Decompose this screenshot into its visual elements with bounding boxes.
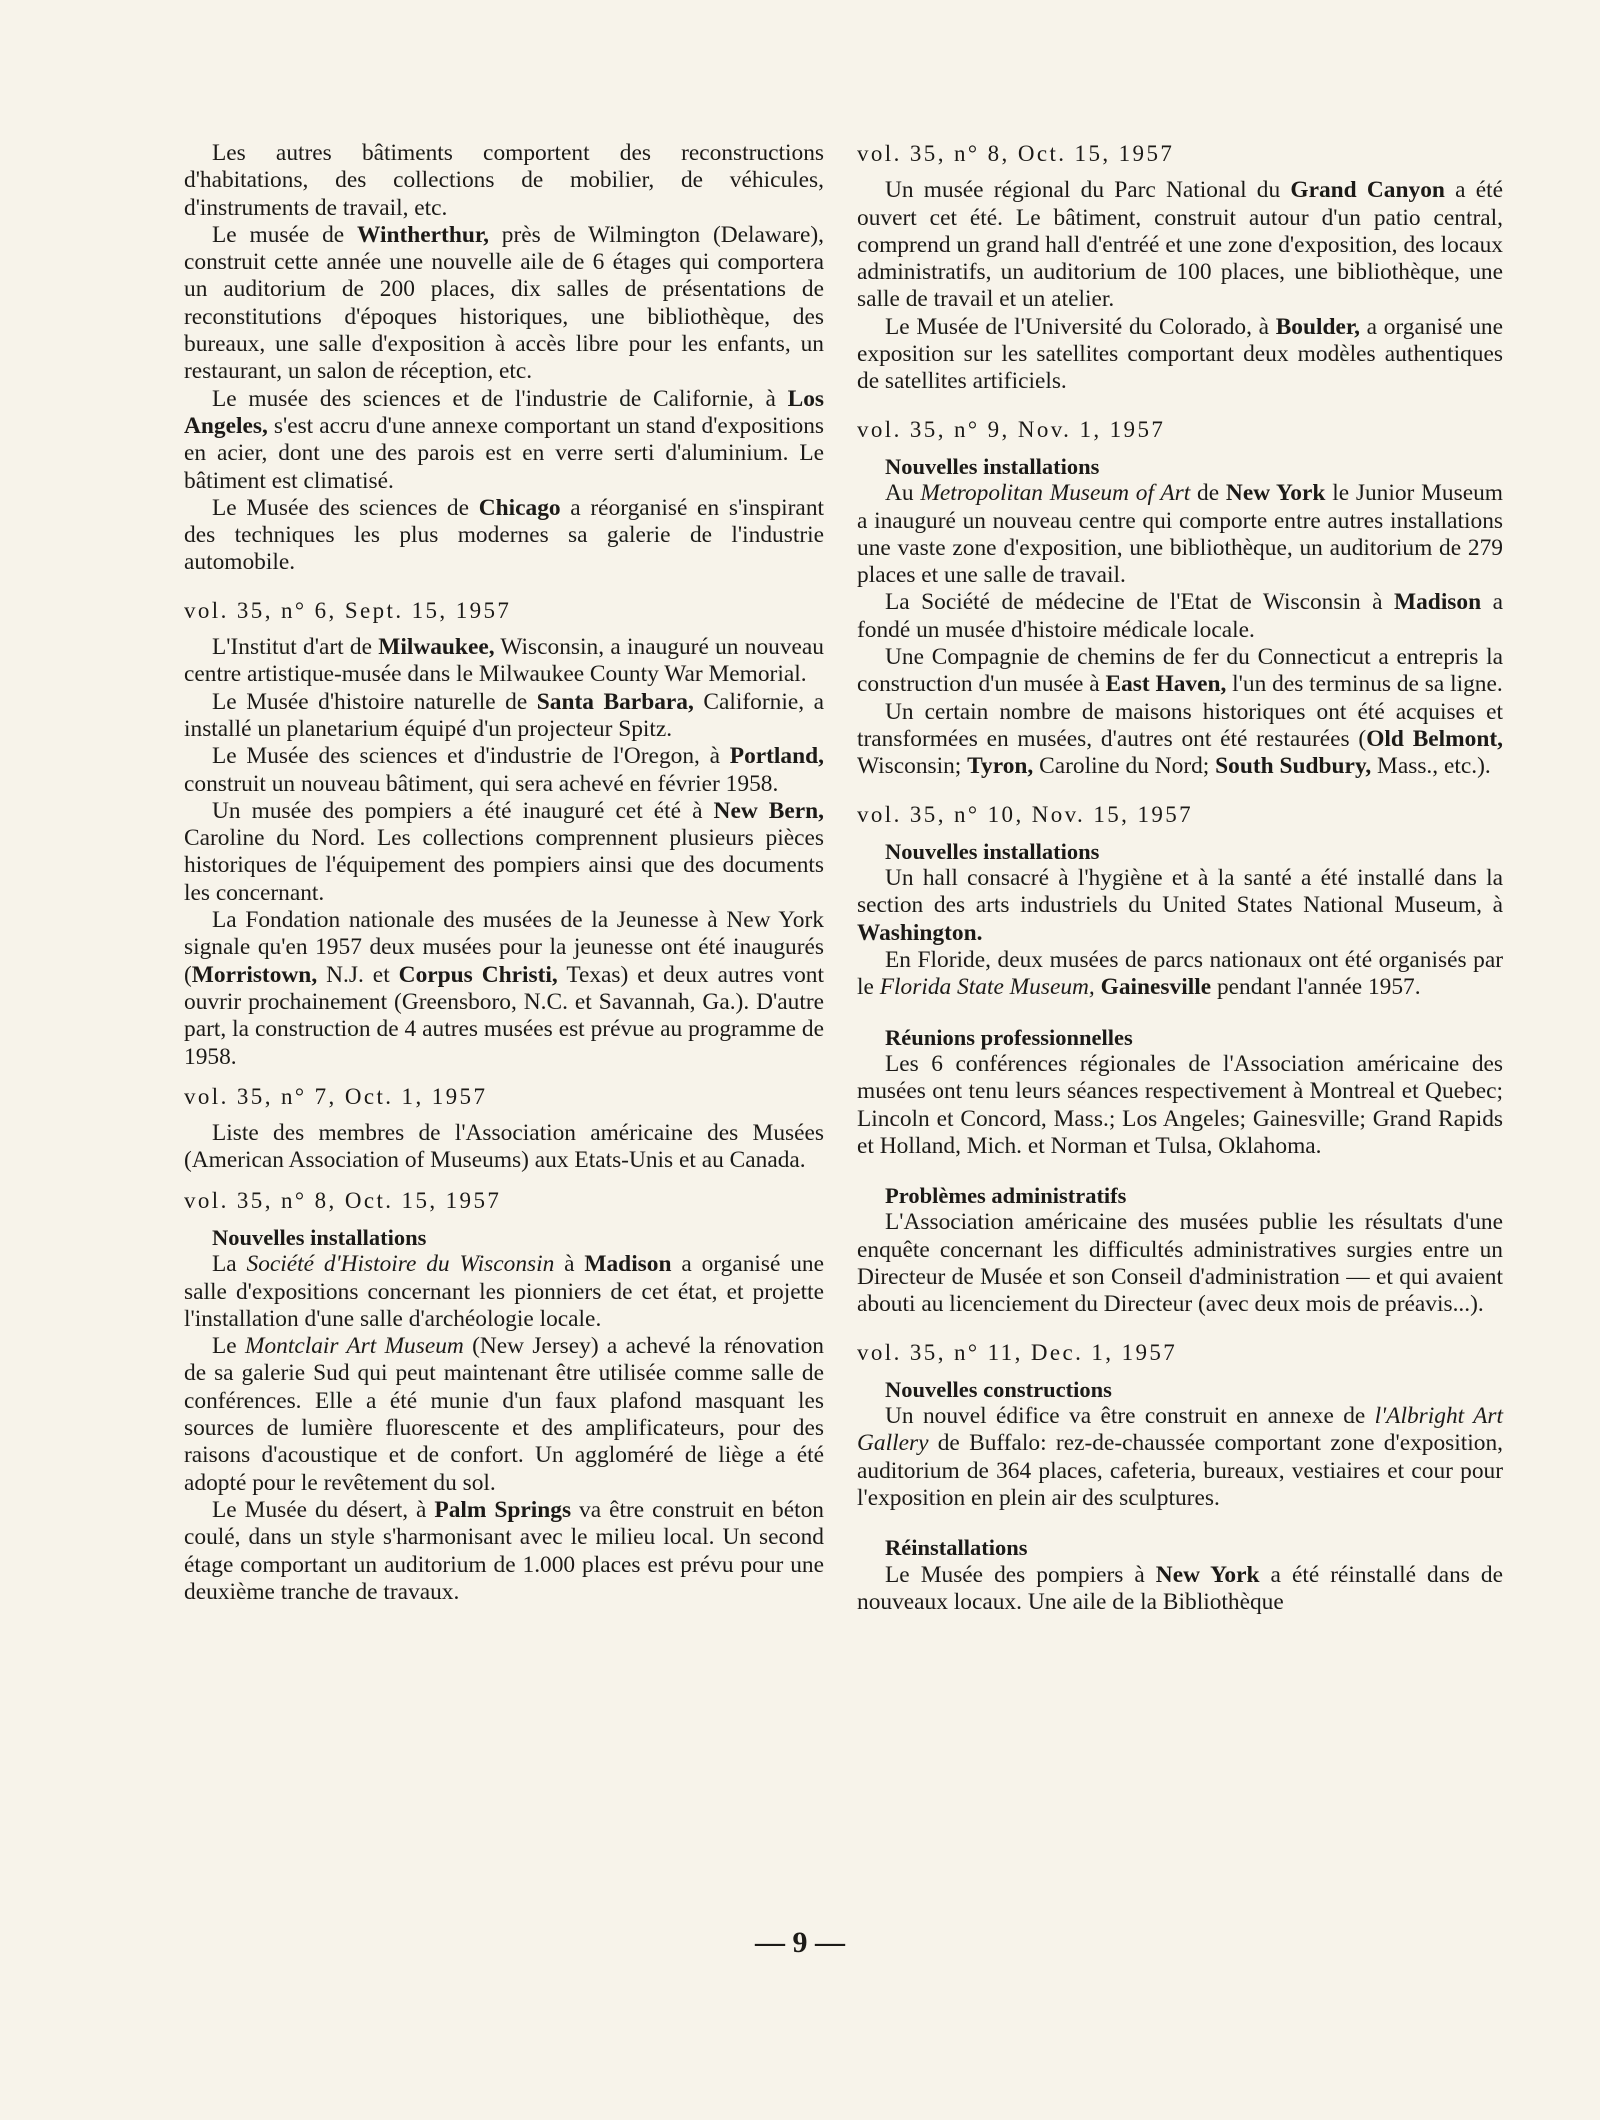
section-subheading: Nouvelles installations	[885, 453, 1100, 479]
paragraph: Un nouvel édifice va être construit en annexe de l'Albright Art Gallery de Buffalo: rez-de-chaussée comportant zone d'exposition, auditorium de 364 places, cafeteria, bureaux, vestiaires et cour pour l'exposition en plein air des sculptures.	[857, 1403, 1503, 1512]
issue-heading: vol. 35, n° 9, Nov. 1, 1957	[857, 416, 1166, 442]
paragraph: Un musée régional du Parc National du Grand Canyon a été ouvert cet été. Le bâtiment, construit autour d'un patio central, comprend un grand hall d'entréé et une zone d'exposition, des locaux administratifs, un auditorium de 100 places, une bibliothèque, une salle de travail et un atelier.	[857, 177, 1503, 313]
paragraph: L'Association américaine des musées publie les résultats d'une enquête concernant les difficultés administratives surgies entre un Directeur de Musée et son Conseil d'administration — et qui avaient abouti au licenciement du Directeur (avec deux mois de préavis...).	[857, 1209, 1503, 1318]
paragraph: Le Musée de l'Université du Colorado, à Boulder, a organisé une exposition sur les satellites comportant deux modèles authentiques de satellites artificiels.	[857, 313, 1503, 395]
section-subheading: Nouvelles constructions	[885, 1376, 1112, 1402]
paragraph: Un hall consacré à l'hygiène et à la santé a été installé dans la section des arts industriels du United States National Museum, à Washington.	[857, 865, 1503, 946]
section-subheading: Nouvelles installations	[885, 838, 1100, 864]
paragraph: Au Metropolitan Museum of Art de New York le Junior Museum a inauguré un nouveau centre qui comporte entre autres installations une vaste zone d'exposition, une bibliothèque, un auditorium de 279 places et une salle de travail.	[857, 480, 1504, 589]
issue-heading: vol. 35, n° 11, Dec. 1, 1957	[857, 1339, 1178, 1365]
paragraph: Le Musée des sciences et d'industrie de l'Oregon, à Portland, construit un nouveau bâtiment, qui sera achevé en février 1958.	[184, 743, 824, 797]
paragraph: En Floride, deux musées de parcs nationaux ont été organisés par le Florida State Museum, Gainesville pendant l'année 1957.	[857, 947, 1503, 1001]
paragraph: Le Montclair Art Museum (New Jersey) a achevé la rénovation de sa galerie Sud qui peut maintenant être utilisée comme salle de conférences. Elle a été munie d'un faux plafond masquant les sources de lumière fluorescente et des amplificateurs, pour des raisons d'acoustique et de confort. Un aggloméré de liège a été adopté pour le revêtement du sol.	[184, 1333, 824, 1496]
issue-heading: vol. 35, n° 7, Oct. 1, 1957	[184, 1083, 488, 1109]
section-subheading: Réinstallations	[885, 1535, 1028, 1561]
issue-heading: vol. 35, n° 8, Oct. 15, 1957	[184, 1187, 502, 1213]
paragraph: La Société d'Histoire du Wisconsin à Madison a organisé une salle d'expositions concernant les pionniers de cet état, et projette l'installation d'une salle d'archéologie locale.	[184, 1251, 824, 1332]
paragraph: La Société de médecine de l'Etat de Wisconsin à Madison a fondé un musée d'histoire médicale locale.	[857, 589, 1504, 643]
paragraph: Le Musée du désert, à Palm Springs va être construit en béton coulé, dans un style s'harmonisant avec le milieu local. Un second étage comportant un auditorium de 1.000 places est prévu pour une deuxième tranche de travaux.	[184, 1496, 824, 1605]
issue-heading: vol. 35, n° 8, Oct. 15, 1957	[857, 141, 1175, 166]
right-column	[857, 140, 1503, 1616]
paragraph: La Fondation nationale des musées de la Jeunesse à New York signale qu'en 1957 deux musées pour la jeunesse ont été inaugurés (Morristown, N.J. et Corpus Christi, Texas) et deux autres vont ouvrir prochainement (Greensboro, N.C. et Savannah, Ga.). D'autre part, la construction de 4 autres musées est prévue au programme de 1958.	[184, 907, 824, 1070]
issue-heading: vol. 35, n° 10, Nov. 15, 1957	[857, 801, 1194, 827]
paragraph: Le musée de Wintherthur, près de Wilmington (Delaware), construit cette année une nouvelle aile de 6 étages qui comportera un auditorium de 200 places, dix salles de présentations de reconstitutions d'époques historiques, une bibliothèque, des bureaux, une salle d'exposition à accès libre pour les enfants, un restaurant, un salon de réception, etc.	[184, 221, 825, 385]
paragraph: Le Musée d'histoire naturelle de Santa Barbara, Californie, a installé un planetarium équipé d'un projecteur Spitz.	[184, 688, 824, 742]
paragraph: Le musée des sciences et de l'industrie de Californie, à Los Angeles, s'est accru d'une annexe comportant un stand d'expositions en acier, dont une des parois est en verre serti d'aluminium. Le bâtiment est climatisé.	[184, 385, 824, 494]
paragraph: Un musée des pompiers a été inauguré cet été à New Bern, Caroline du Nord. Les collections comprennent plusieurs pièces historiques de l'équipement des pompiers ainsi que des documents les concernant.	[184, 797, 824, 906]
section-subheading: Réunions professionnelles	[885, 1024, 1133, 1050]
section-subheading: Nouvelles installations	[212, 1224, 427, 1250]
paragraph: Le Musée des pompiers à New York a été réinstallé dans de nouveaux locaux. Une aile de la Bibliothèque	[857, 1561, 1503, 1615]
paragraph: Les autres bâtiments comportent des reconstructions d'habitations, des collections de mobilier, de véhicules, d'instruments de travail, etc.	[184, 140, 824, 221]
section-subheading: Problèmes administratifs	[885, 1183, 1127, 1209]
paragraph: L'Institut d'art de Milwaukee, Wisconsin, a inauguré un nouveau centre artistique-musée dans le Milwaukee County War Memorial.	[184, 634, 825, 688]
paragraph: Une Compagnie de chemins de fer du Connecticut a entrepris la construction d'un musée à East Haven, l'un des terminus de sa ligne.	[857, 644, 1503, 698]
left-column	[184, 140, 824, 1606]
paragraph: Liste des membres de l'Association américaine des Musées (American Association of Museums) aux Etats-Unis et au Canada.	[184, 1120, 824, 1174]
page-number: — 9 —	[755, 1926, 845, 1959]
paragraph: Un certain nombre de maisons historiques ont été acquises et transformées en musées, d'autres ont été restaurées (Old Belmont, Wisconsin; Tyron, Caroline du Nord; South Sudbury, Mass., etc.).	[857, 698, 1504, 780]
paragraph: Le Musée des sciences de Chicago a réorganisé en s'inspirant des techniques les plus modernes sa galerie de l'industrie automobile.	[184, 494, 825, 576]
issue-heading: vol. 35, n° 6, Sept. 15, 1957	[184, 597, 512, 623]
paragraph: Les 6 conférences régionales de l'Association américaine des musées ont tenu leurs séances respectivement à Montreal et Quebec; Lincoln et Concord, Mass.; Los Angeles; Gainesville; Grand Rapids et Holland, Mich. et Norman et Tulsa, Oklahoma.	[857, 1050, 1503, 1159]
